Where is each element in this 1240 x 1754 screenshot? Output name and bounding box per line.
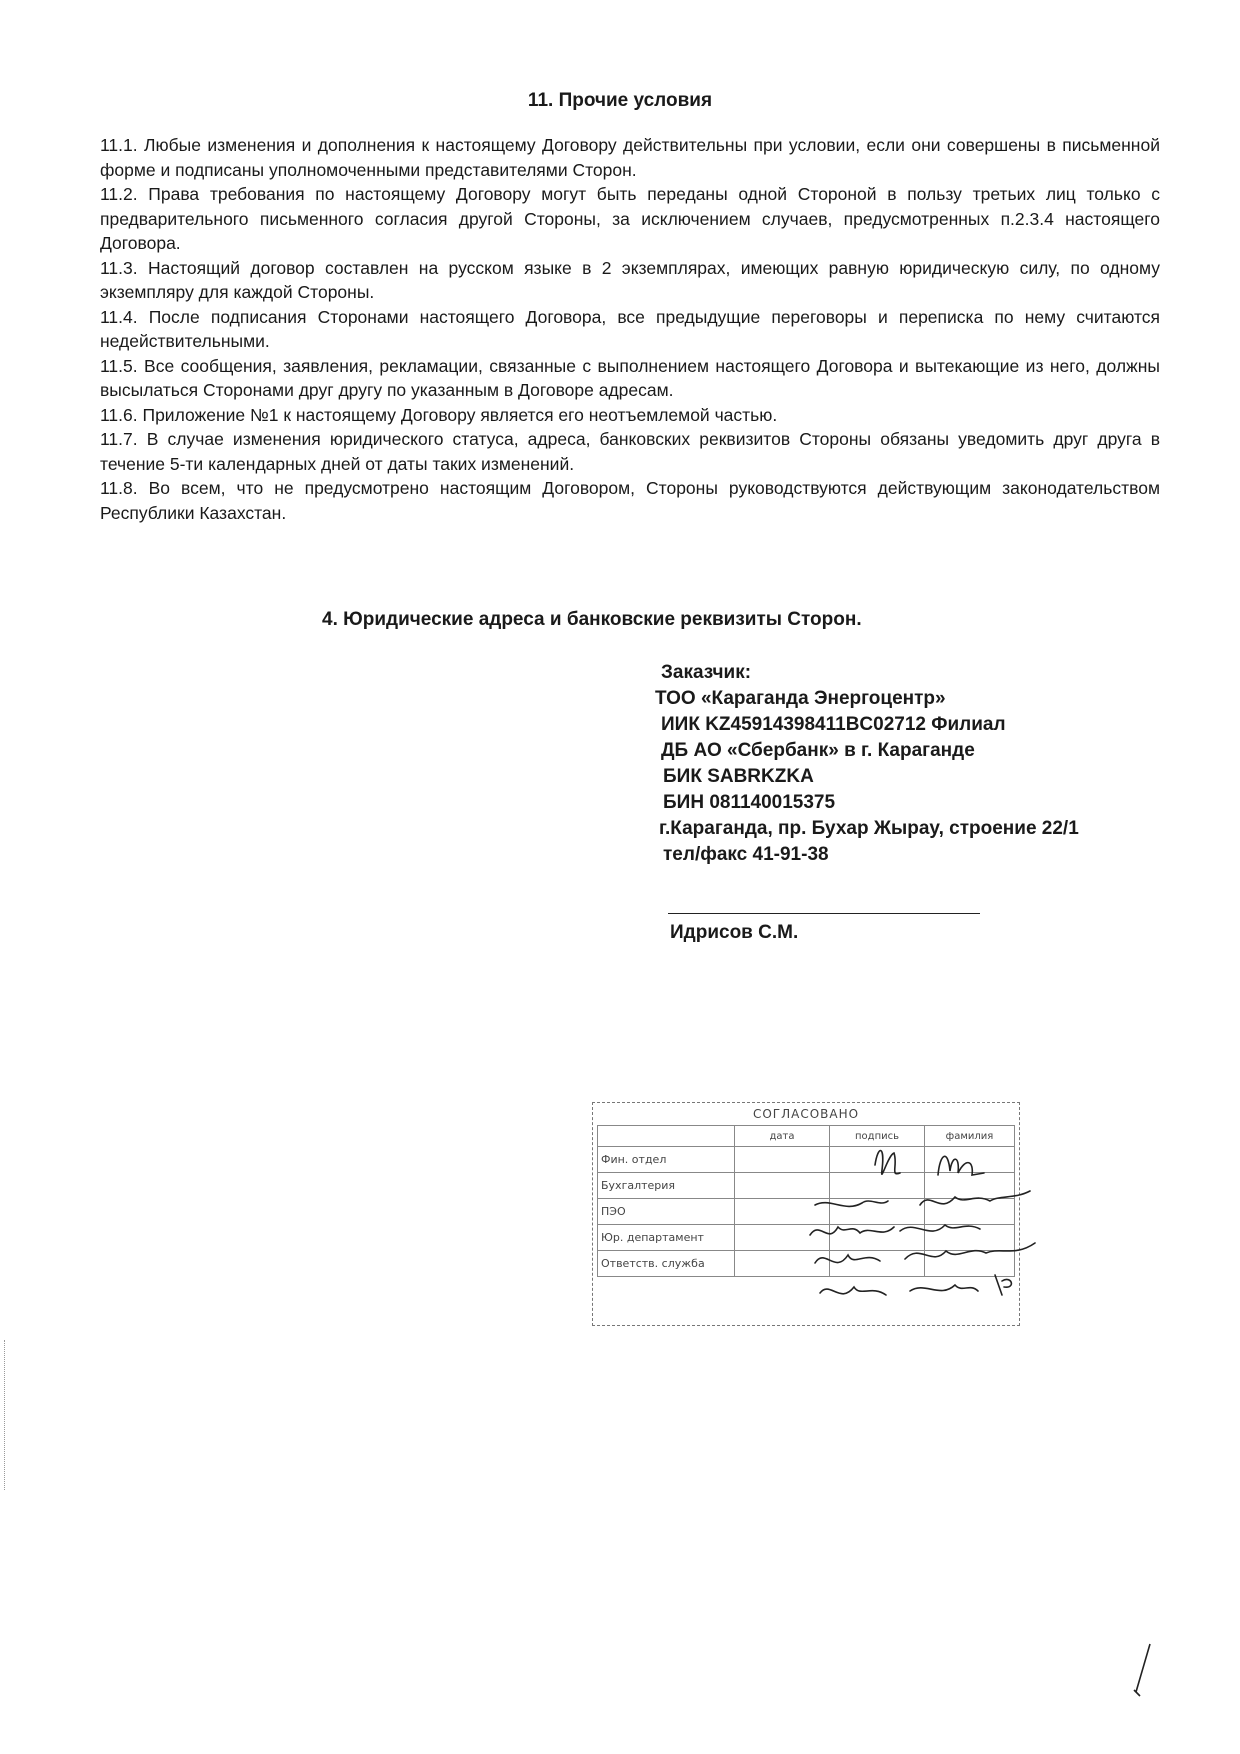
approval-dept-label: ПЭО bbox=[598, 1199, 735, 1225]
clause-11-8: 11.8. Во всем, что не предусмотрено настоящим Договором, Стороны руководствуются действующим законодательством Республики Казахстан. bbox=[100, 478, 1160, 523]
approval-dept-label: Ответств. служба bbox=[598, 1251, 735, 1277]
customer-company: ТОО «Караганда Энергоцентр» bbox=[655, 688, 946, 709]
customer-bin: БИН 081140015375 bbox=[663, 792, 836, 813]
signatory-name: Идрисов С.М. bbox=[670, 922, 799, 943]
clause-11-4: 11.4. После подписания Сторонами настоящего Договора, все предыдущие переговоры и переписка по нему считаются недействительными. bbox=[100, 306, 1160, 351]
table-row bbox=[598, 1251, 1015, 1277]
approval-table bbox=[597, 1125, 1015, 1277]
table-row bbox=[598, 1147, 1015, 1173]
clause-11-2: 11.2. Права требования по настоящему Договору могут быть переданы одной Стороной в пользу третьих лиц только с предварительного письменного согласия другой Стороны, за исключением случаев, предусмотренных п.2.3.4 настоящего Договора. bbox=[100, 184, 1160, 253]
approval-dept-label: Фин. отдел bbox=[598, 1147, 735, 1173]
stamp-title: СОГЛАСОВАНО bbox=[752, 1107, 860, 1121]
approval-stamp bbox=[592, 1102, 1020, 1326]
customer-bik: БИК SABRKZKA bbox=[663, 766, 814, 787]
customer-phone: тел/факс 41-91-38 bbox=[663, 844, 829, 865]
scan-edge-mark bbox=[4, 1340, 6, 1490]
customer-address: г.Караганда, пр. Бухар Жырау, строение 22/1 bbox=[659, 818, 1079, 839]
table-row bbox=[598, 1199, 1015, 1225]
approval-col-dept bbox=[598, 1126, 735, 1147]
clause-11-6: 11.6. Приложение №1 к настоящему Договору является его неотъемлемой частью. bbox=[100, 404, 778, 425]
clause-11-7: 11.7. В случае изменения юридического статуса, адреса, банковских реквизитов Стороны обязаны уведомить друг друга в течение 5-ти календарных дней от даты таких изменений. bbox=[100, 429, 1160, 474]
clause-11-3: 11.3. Настоящий договор составлен на русском языке в 2 экземплярах, имеющих равную юридическую силу, по одному экземпляру для каждой Стороны. bbox=[100, 257, 1160, 302]
approval-dept-label: Бухгалтерия bbox=[598, 1173, 735, 1199]
clause-11-5: 11.5. Все сообщения, заявления, рекламации, связанные с выполнением настоящего Договора и вытекающие из него, должны высылаться Сторонами друг другу по указанным в Договоре адресам. bbox=[100, 355, 1160, 400]
customer-iik: ИИК KZ45914398411BC02712 Филиал bbox=[661, 714, 1006, 735]
corner-pen-mark bbox=[1128, 1640, 1158, 1700]
clause-11-1: 11.1. Любые изменения и дополнения к настоящему Договору действительны при условии, если они совершены в письменной форме и подписаны уполномоченными представителями Сторон. bbox=[100, 135, 1160, 180]
section-4-title: 4. Юридические адреса и банковские реквизиты Сторон. bbox=[322, 609, 862, 630]
customer-heading: Заказчик: bbox=[661, 662, 752, 683]
approval-dept-label: Юр. департамент bbox=[598, 1225, 735, 1251]
approval-header-row bbox=[598, 1126, 1015, 1147]
customer-bank: ДБ АО «Сбербанк» в г. Караганде bbox=[661, 740, 975, 761]
approval-col-surname: фамилия bbox=[925, 1126, 1015, 1147]
approval-col-date: дата bbox=[735, 1126, 830, 1147]
section-11-title: 11. Прочие условия bbox=[527, 90, 713, 111]
table-row bbox=[598, 1173, 1015, 1199]
table-row bbox=[598, 1225, 1015, 1251]
section-11-body bbox=[100, 133, 1160, 525]
signature-line bbox=[668, 913, 980, 914]
customer-requisites bbox=[655, 660, 1195, 868]
approval-col-signature: подпись bbox=[830, 1126, 925, 1147]
